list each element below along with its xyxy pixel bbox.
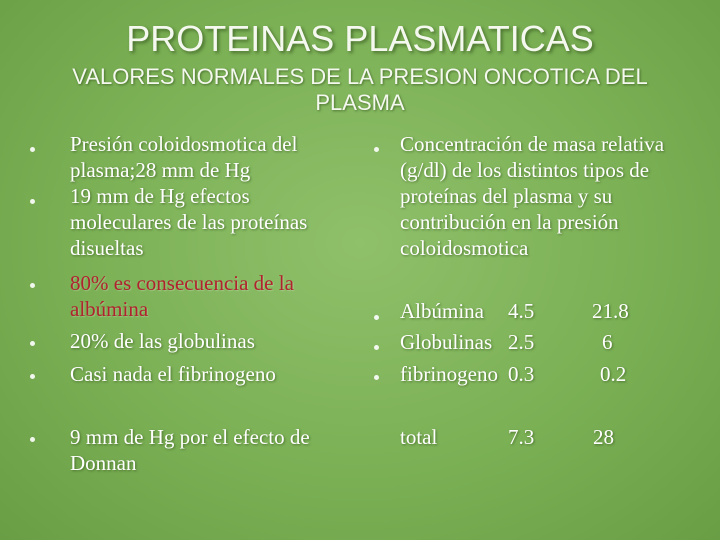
right-intro: Concentración de masa relativa (g/dl) de los distintos tipos de proteínas del plasma y su contribución en la presión coloidosmotica	[400, 132, 665, 260]
bullet-icon	[30, 341, 35, 346]
left-item-5: Casi nada el fibrinogeno	[70, 362, 276, 386]
bullet-icon	[374, 345, 379, 350]
bullet-icon	[30, 147, 35, 152]
row-label-fibrinogeno: fibrinogeno	[400, 362, 498, 386]
row-concentration-albumina: 4.5	[508, 299, 535, 323]
left-item-2: 19 mm de Hg efectos moleculares de las proteínas disueltas	[70, 184, 308, 260]
row-label-globulinas: Globulinas	[400, 330, 493, 354]
row-contribution-globulinas: 6	[602, 330, 613, 354]
bullet-icon	[30, 199, 35, 204]
bullet-icon	[30, 374, 35, 379]
slide-subtitle: VALORES NORMALES DE LA PRESION ONCOTICA DEL PLASMA	[72, 64, 648, 115]
row-contribution-fibrinogeno: 0.2	[600, 362, 627, 386]
left-item-6: 9 mm de Hg por el efecto de Donnan	[70, 425, 310, 475]
row-concentration-globulinas: 2.5	[508, 330, 535, 354]
bullet-icon	[374, 375, 379, 380]
row-contribution-albumina: 21.8	[592, 299, 629, 323]
total-label: total	[400, 425, 438, 449]
row-label-albumina: Albúmina	[400, 299, 484, 323]
left-item-1: Presión coloidosmotica del plasma;28 mm de Hg	[70, 132, 298, 182]
left-item-3-highlight: 80% es consecuencia de la albúmina	[70, 271, 294, 321]
left-item-4: 20% de las globulinas	[70, 329, 255, 353]
slide-title: PROTEINAS PLASMATICAS	[126, 18, 594, 59]
row-concentration-fibrinogeno: 0.3	[508, 362, 535, 386]
total-concentration: 7.3	[508, 425, 535, 449]
bullet-icon	[30, 437, 35, 442]
bullet-icon	[30, 283, 35, 288]
bullet-icon	[374, 315, 379, 320]
total-contribution: 28	[593, 425, 614, 449]
bullet-icon	[374, 147, 379, 152]
